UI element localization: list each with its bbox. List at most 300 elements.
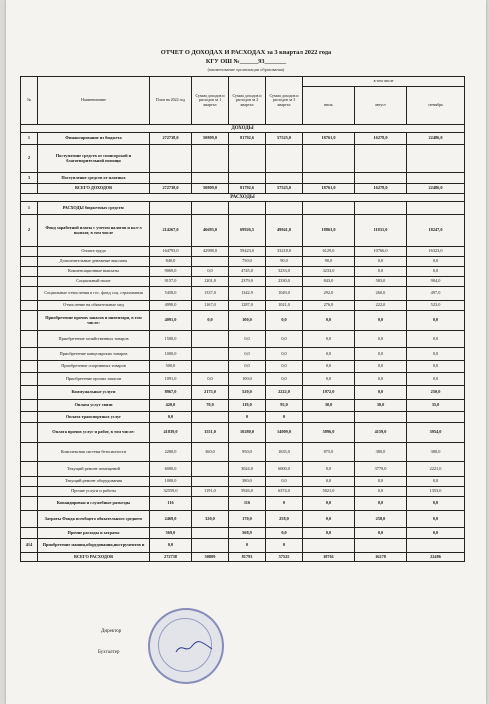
- row-value: 0,0: [407, 477, 465, 487]
- row-value: 18863,0: [303, 215, 355, 247]
- row-value: 4159,0: [355, 423, 407, 443]
- row-name: РАСХОДЫ бюджетных средств:: [38, 202, 150, 215]
- row-number: [21, 553, 38, 562]
- row-value: [355, 173, 407, 184]
- row-value: [192, 145, 229, 173]
- row-value: 0: [229, 412, 266, 423]
- row-value: 2222,0: [266, 386, 303, 400]
- table-row: [21, 373, 465, 386]
- section-title: РАСХОДЫ: [21, 194, 465, 202]
- row-value: 0,0: [192, 311, 229, 331]
- table-row: [21, 462, 465, 477]
- table-row: [21, 553, 465, 562]
- row-value: 30,0: [355, 400, 407, 412]
- row-value: [192, 539, 229, 553]
- row-value: [150, 202, 192, 215]
- table-row: [21, 215, 465, 247]
- row-number: [21, 311, 38, 331]
- row-number: 2: [21, 145, 38, 173]
- row-value: 116: [229, 497, 266, 511]
- table-row: [21, 277, 465, 287]
- row-value: 1287,0: [229, 301, 266, 311]
- table-row: [21, 145, 465, 173]
- table-row: [21, 267, 465, 277]
- row-value: [407, 202, 465, 215]
- row-value: [192, 348, 229, 361]
- row-value: 0,0: [303, 511, 355, 528]
- row-value: [303, 145, 355, 173]
- row-number: [21, 301, 38, 311]
- row-value: 568,9: [229, 528, 266, 539]
- row-value: 500,0: [150, 361, 192, 373]
- row-value: 260,0: [355, 287, 407, 301]
- row-number: [21, 277, 38, 287]
- row-value: 9157,0: [150, 277, 192, 287]
- row-number: [21, 400, 38, 412]
- row-value: 49941,0: [266, 215, 303, 247]
- table-row: [21, 331, 465, 348]
- row-value: 0,0: [229, 361, 266, 373]
- row-value: [192, 497, 229, 511]
- row-value: [407, 412, 465, 423]
- row-value: 0,0: [266, 348, 303, 361]
- table-row: [21, 386, 465, 400]
- row-number: [21, 267, 38, 277]
- row-value: 0: [266, 412, 303, 423]
- row-value: 1635,0: [266, 443, 303, 462]
- row-name: Фонд заработной платы с учетом налогов и кол-л выплат, в том числе: [38, 215, 150, 247]
- row-value: 6000,0: [150, 462, 192, 477]
- row-value: [355, 412, 407, 423]
- row-name: Приобретение канцелярских товаров: [38, 348, 150, 361]
- row-value: 116: [150, 497, 192, 511]
- row-value: 46693,0: [192, 215, 229, 247]
- col-plan: План на 2022 год: [150, 77, 192, 125]
- row-value: 3233,0: [266, 267, 303, 277]
- row-value: 0: [229, 539, 266, 553]
- row-value: [303, 412, 355, 423]
- row-value: 1049,0: [266, 287, 303, 301]
- row-value: 0,0: [355, 348, 407, 361]
- row-value: 0,0: [266, 477, 303, 487]
- row-value: 276,0: [303, 301, 355, 311]
- row-name: Поступление средств от платных: [38, 173, 150, 184]
- row-number: [21, 287, 38, 301]
- row-value: 4990,0: [150, 301, 192, 311]
- row-value: 0: [266, 539, 303, 553]
- row-name: Приобретение прочих запасов и инвентаря, в том числе:: [38, 311, 150, 331]
- row-name: Текущий ремонт оборудования: [38, 477, 150, 487]
- row-value: 214267,0: [150, 215, 192, 247]
- row-number: [21, 423, 38, 443]
- table-row: [21, 348, 465, 361]
- row-value: 18761: [303, 553, 355, 562]
- row-value: 1021,0: [266, 301, 303, 311]
- row-value: 1191,0: [192, 487, 229, 497]
- row-value: 1551,0: [192, 423, 229, 443]
- row-value: [229, 145, 266, 173]
- row-value: 0,0: [407, 331, 465, 348]
- table-row: [21, 412, 465, 423]
- table-row: [21, 133, 465, 145]
- row-value: 272738,0: [150, 184, 192, 194]
- row-value: 0,0: [266, 373, 303, 386]
- row-value: 5021,0: [303, 487, 355, 497]
- row-value: 3779,0: [355, 462, 407, 477]
- row-value: [407, 539, 465, 553]
- row-name: Приобретение прочих запасов: [38, 373, 150, 386]
- row-value: [266, 173, 303, 184]
- row-value: 0,0: [355, 267, 407, 277]
- table-row: [21, 423, 465, 443]
- row-value: 0,0: [303, 348, 355, 361]
- row-value: 2379,0: [229, 277, 266, 287]
- row-value: 0,0: [303, 361, 355, 373]
- row-number: [21, 443, 38, 462]
- row-value: 50809: [192, 553, 229, 562]
- document-page: [6, 0, 486, 704]
- row-value: 272738,0: [150, 133, 192, 145]
- row-value: 1000,0: [150, 477, 192, 487]
- row-value: [303, 539, 355, 553]
- row-value: 16278: [355, 553, 407, 562]
- row-value: 18761,0: [303, 184, 355, 194]
- row-value: 497,0: [407, 287, 465, 301]
- table-row: [21, 202, 465, 215]
- row-number: [21, 462, 38, 477]
- row-value: [229, 173, 266, 184]
- row-value: 904,0: [407, 277, 465, 287]
- row-value: 2469,0: [150, 511, 192, 528]
- row-value: 0,0: [407, 528, 465, 539]
- row-value: 0,0: [266, 528, 303, 539]
- row-value: 0,0: [407, 267, 465, 277]
- row-value: 90,0: [303, 257, 355, 267]
- row-number: [21, 511, 38, 528]
- row-number: [21, 184, 38, 194]
- row-value: 1972,0: [303, 386, 355, 400]
- table-row: [21, 511, 465, 528]
- row-value: 2175,0: [192, 386, 229, 400]
- row-value: 18761,0: [303, 133, 355, 145]
- row-value: [192, 202, 229, 215]
- row-number: [21, 477, 38, 487]
- row-name: ВСЕГО РАСХОДОВ: [38, 553, 150, 562]
- row-number: 414: [21, 539, 38, 553]
- row-name: Прочие услуги и работы: [38, 487, 150, 497]
- row-value: 57525,0: [266, 133, 303, 145]
- row-value: 50809,0: [192, 133, 229, 145]
- row-name: Компенсационные выплаты: [38, 267, 150, 277]
- report-body: [21, 125, 465, 562]
- row-value: 5896,0: [303, 423, 355, 443]
- row-value: 0,0: [192, 267, 229, 277]
- table-row: [21, 528, 465, 539]
- row-name: Приобретение машин,оборудования,инструментов и: [38, 539, 150, 553]
- col-q3: Сумма доходов и расходов за 3 квартал: [266, 77, 303, 125]
- row-value: 0,0: [355, 487, 407, 497]
- col-name: Наименование: [38, 77, 150, 125]
- accountant-signature-label: Бухгалтер: [98, 650, 120, 655]
- row-name: ВСЕГО ДОХОДОВ: [38, 184, 150, 194]
- row-value: 843,0: [303, 277, 355, 287]
- row-value: 0,0: [355, 528, 407, 539]
- row-value: [192, 173, 229, 184]
- row-value: 16278,0: [355, 133, 407, 145]
- row-name: Командировки и служебные разъезды: [38, 497, 150, 511]
- row-name: Текущий ремонт помещений: [38, 462, 150, 477]
- row-value: 3024,0: [229, 462, 266, 477]
- row-value: 380,0: [407, 443, 465, 462]
- row-number: [21, 331, 38, 348]
- row-value: 14009,0: [266, 423, 303, 443]
- row-value: 0,0: [407, 257, 465, 267]
- row-value: 0,0: [407, 361, 465, 373]
- row-value: 1201,0: [192, 277, 229, 287]
- row-value: 164793,0: [150, 247, 192, 257]
- row-value: 4745,0: [229, 267, 266, 277]
- row-value: 0,0: [303, 311, 355, 331]
- row-value: [355, 539, 407, 553]
- row-value: 2330,0: [266, 277, 303, 287]
- row-number: [21, 373, 38, 386]
- col-q2: Сумма доходов и расходов за 2 квартал: [229, 77, 266, 125]
- row-value: 360,0: [192, 443, 229, 462]
- row-value: 523,0: [407, 301, 465, 311]
- row-number: [21, 386, 38, 400]
- section-title: ДОХОДЫ: [21, 125, 465, 133]
- row-value: 10766,0: [355, 247, 407, 257]
- row-value: 1167,0: [192, 301, 229, 311]
- row-value: 0,0: [229, 348, 266, 361]
- row-value: 0,0: [355, 311, 407, 331]
- row-number: [21, 528, 38, 539]
- table-row: [21, 301, 465, 311]
- row-number: 2: [21, 215, 38, 247]
- row-name: Комплексная система безопасности: [38, 443, 150, 462]
- row-name: Оплата транспортных услуг: [38, 412, 150, 423]
- row-value: 1091,0: [150, 373, 192, 386]
- row-value: 100,0: [229, 311, 266, 331]
- row-value: 0,0: [150, 539, 192, 553]
- row-value: 875,0: [303, 443, 355, 462]
- row-value: 420,0: [150, 400, 192, 412]
- row-value: 50809,0: [192, 184, 229, 194]
- row-name: Приобретение хозяйственных товаров: [38, 331, 150, 348]
- table-row: [21, 497, 465, 511]
- row-name: Поступление средств от спонсорской и благотворительной помощи: [38, 145, 150, 173]
- row-value: 380,0: [355, 443, 407, 462]
- row-value: [407, 145, 465, 173]
- row-value: 81792,6: [229, 184, 266, 194]
- row-value: [192, 528, 229, 539]
- row-value: 81792,6: [229, 133, 266, 145]
- row-value: 258,0: [266, 511, 303, 528]
- table-row: [21, 487, 465, 497]
- row-value: 8967,0: [150, 386, 192, 400]
- row-value: 0,0: [355, 257, 407, 267]
- row-value: 57525: [266, 553, 303, 562]
- table-row: [21, 247, 465, 257]
- row-value: 32559,0: [150, 487, 192, 497]
- table-row: [21, 400, 465, 412]
- report-title: ОТЧЕТ О ДОХОДАХ И РАСХОДАХ за 3 квартал 2022 года: [160, 49, 332, 56]
- row-value: 0,0: [266, 311, 303, 331]
- row-number: [21, 348, 38, 361]
- row-value: [355, 202, 407, 215]
- row-number: 1: [21, 202, 38, 215]
- row-value: 250,0: [407, 386, 465, 400]
- table-row: [21, 257, 465, 267]
- row-value: 2280,0: [150, 443, 192, 462]
- row-value: 750,0: [229, 257, 266, 267]
- row-value: 5458,0: [150, 287, 192, 301]
- row-value: 0,0: [303, 462, 355, 477]
- row-value: [303, 202, 355, 215]
- row-value: 0,0: [303, 528, 355, 539]
- row-value: 6129,0: [303, 247, 355, 257]
- row-value: 569,0: [150, 528, 192, 539]
- row-value: 170,0: [229, 511, 266, 528]
- row-value: [266, 202, 303, 215]
- row-value: 4091,0: [150, 311, 192, 331]
- row-value: 41839,0: [150, 423, 192, 443]
- row-value: 9069,0: [150, 267, 192, 277]
- row-value: [192, 331, 229, 348]
- row-name: Социальный налог: [38, 277, 150, 287]
- row-value: 81793: [229, 553, 266, 562]
- organization-caption: (наименование организации образования): [207, 67, 285, 72]
- row-value: 0: [266, 497, 303, 511]
- row-name: Прочие расходы и затраты: [38, 528, 150, 539]
- row-value: 520,0: [229, 386, 266, 400]
- row-value: 6374,0: [266, 487, 303, 497]
- row-value: 119,0: [229, 400, 266, 412]
- row-value: 0,0: [407, 373, 465, 386]
- row-name: Финансирование из бюджета: [38, 133, 150, 145]
- row-number: [21, 247, 38, 257]
- row-value: [266, 145, 303, 173]
- row-value: 0,0: [355, 331, 407, 348]
- row-value: 0,0: [355, 477, 407, 487]
- row-value: 57525,0: [266, 184, 303, 194]
- row-value: [303, 173, 355, 184]
- row-value: 0,0: [150, 412, 192, 423]
- row-value: 258,0: [355, 511, 407, 528]
- section-income: [21, 125, 465, 133]
- row-value: 950,0: [229, 443, 266, 462]
- table-row: [21, 184, 465, 194]
- row-number: [21, 497, 38, 511]
- table-row: [21, 311, 465, 331]
- row-value: [192, 462, 229, 477]
- row-value: 18247,0: [407, 215, 465, 247]
- row-value: 0,0: [355, 361, 407, 373]
- col-no: №: [21, 77, 38, 125]
- director-signature-label: Директор: [101, 629, 122, 634]
- row-value: [192, 477, 229, 487]
- row-value: 1337,0: [192, 287, 229, 301]
- row-value: 70,0: [192, 400, 229, 412]
- row-value: [150, 145, 192, 173]
- row-value: 33218,0: [266, 247, 303, 257]
- row-number: [21, 412, 38, 423]
- row-value: 6000,0: [266, 462, 303, 477]
- row-value: 1500,0: [150, 331, 192, 348]
- row-name: Оплата труда: [38, 247, 150, 257]
- row-number: [21, 361, 38, 373]
- row-value: 35,0: [407, 400, 465, 412]
- row-value: 0,0: [407, 511, 465, 528]
- row-value: 16278,0: [355, 184, 407, 194]
- row-value: 5926,0: [229, 487, 266, 497]
- row-name: Оплата услуг связи: [38, 400, 150, 412]
- col-q1: Сумма доходов и расходов за 1 квартал: [192, 77, 229, 125]
- row-value: [150, 173, 192, 184]
- row-value: [192, 257, 229, 267]
- report-table: [20, 76, 465, 562]
- row-value: 10280,0: [229, 423, 266, 443]
- row-number: 1: [21, 133, 38, 145]
- row-value: 0,0: [355, 386, 407, 400]
- row-value: 3954,0: [407, 423, 465, 443]
- row-value: 1353,0: [407, 487, 465, 497]
- row-value: 30,0: [303, 400, 355, 412]
- row-value: [229, 202, 266, 215]
- table-row: [21, 443, 465, 462]
- table-row: [21, 173, 465, 184]
- row-number: [21, 257, 38, 267]
- row-value: 380,0: [229, 477, 266, 487]
- row-number: [21, 487, 38, 497]
- row-value: 69926,5: [229, 215, 266, 247]
- row-value: 11831,0: [355, 215, 407, 247]
- row-value: 0,0: [303, 497, 355, 511]
- row-value: 292,0: [303, 287, 355, 301]
- row-value: 1000,0: [150, 348, 192, 361]
- row-value: 0,0: [355, 497, 407, 511]
- row-value: 0,0: [355, 373, 407, 386]
- row-value: 320,0: [192, 511, 229, 528]
- row-value: 42988,0: [192, 247, 229, 257]
- organization-line: КГУ ОШ №______93_______: [205, 58, 287, 65]
- row-value: 0,0: [407, 497, 465, 511]
- row-value: 95,0: [266, 400, 303, 412]
- row-name: Отчисление на обязательные мед: [38, 301, 150, 311]
- row-name: Затраты Фонда всеобщего обязательного среднего: [38, 511, 150, 528]
- row-value: 0,0: [229, 331, 266, 348]
- row-value: 840,0: [150, 257, 192, 267]
- col-september: сентябрь: [407, 87, 465, 125]
- table-row: [21, 477, 465, 487]
- section-expense: [21, 194, 465, 202]
- row-value: 0,0: [303, 373, 355, 386]
- row-name: Приобретение спортивных товаров: [38, 361, 150, 373]
- row-value: 22486,0: [407, 133, 465, 145]
- col-july: июль: [303, 87, 355, 125]
- row-value: 90,0: [266, 257, 303, 267]
- col-incl: в том числе: [303, 77, 465, 87]
- row-value: 16323,0: [407, 247, 465, 257]
- row-value: 0,0: [303, 331, 355, 348]
- signature-scribble: [174, 640, 214, 656]
- row-value: 100,0: [229, 373, 266, 386]
- row-value: 0,0: [192, 373, 229, 386]
- table-row: [21, 361, 465, 373]
- row-value: 0,0: [407, 348, 465, 361]
- row-name: Социальные отчисления в гос. фонд соц. страхования: [38, 287, 150, 301]
- row-value: [192, 412, 229, 423]
